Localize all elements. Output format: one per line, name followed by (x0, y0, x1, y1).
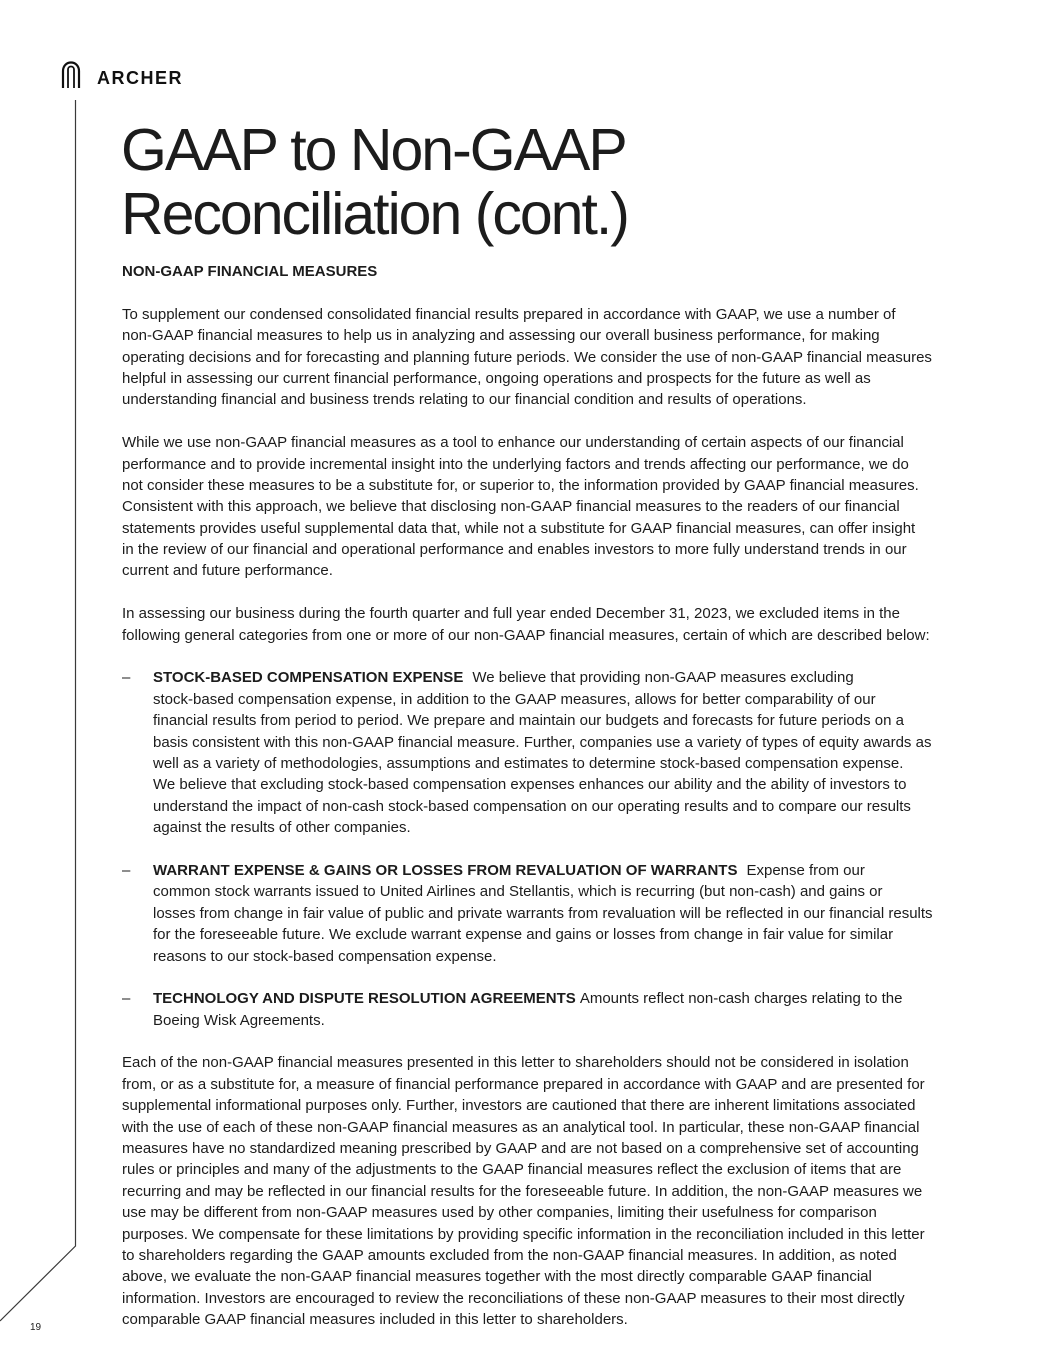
body-paragraph (122, 432, 942, 582)
text-line: not consider these measures to be a substitute for, or superior to, the information provided by GAAP financial measures. (122, 476, 919, 494)
text-line: understand the impact of non-cash stock-based compensation on our operating results and to compare our results (153, 797, 911, 815)
text-line: reasons to our stock-based compensation expense. (153, 947, 497, 965)
text-line: To supplement our condensed consolidated financial results prepared in accordance with GAAP, we use a number of (122, 305, 896, 323)
text-line: recurring and may be reflected in our financial results for the foreseeable future. In addition, the non-GAAP measures we (122, 1182, 923, 1200)
list-item-stock-based-compensation (122, 667, 942, 838)
text-line: common stock warrants issued to United Airlines and Stellantis, which is recurring (but non-cash) and gains or (153, 883, 883, 901)
text-line: Boeing Wisk Agreements. (153, 1011, 325, 1029)
text-line: following general categories from one or more of our non-GAAP financial measures, certain of which are described below: (122, 626, 930, 644)
text-line: In assessing our business during the fourth quarter and full year ended December 31, 2023, we excluded items in the (122, 605, 900, 623)
page-number: 19 (30, 1322, 42, 1333)
list-bullet: – (122, 669, 131, 687)
closing-paragraph (122, 1052, 942, 1330)
text-line: for the foreseeable future. We exclude warrant expense and gains or losses from change in fair value for similar (153, 926, 894, 944)
text-line: operating decisions and for forecasting and planning future periods. We consider the use of non-GAAP financial measures (122, 348, 932, 366)
text-line: with the use of each of these non-GAAP financial measures as an analytical tool. In particular, these non-GAAP financial (122, 1118, 920, 1136)
text-line (153, 667, 942, 688)
text-line: use may be different from non-GAAP measures used by other companies, limiting their usefulness for comparison (122, 1204, 877, 1222)
text-line: While we use non-GAAP financial measures as a tool to enhance our understanding of certain aspects of our financial (122, 434, 904, 452)
page-title-line: GAAP to Non-GAAP (121, 117, 626, 183)
text-line: basis consistent with this non-GAAP financial measure. Further, companies use a variety of types of equity awards as (153, 733, 932, 751)
text-line: information. Investors are encouraged to review the reconciliations of these non-GAAP measures to their most directly (122, 1289, 905, 1307)
text-line: against the results of other companies. (153, 819, 411, 837)
page-title-line: Reconciliation (cont.) (121, 181, 628, 247)
text-line (153, 860, 942, 881)
intro-paragraph (122, 304, 942, 411)
archer-logo-icon (61, 61, 81, 89)
text-line: understanding financial and business trends relating to our financial condition and results of operations. (122, 391, 807, 409)
text-line: We believe that excluding stock-based compensation expenses enhances our ability and the ability of investors to (153, 776, 907, 794)
text-line: Each of the non-GAAP financial measures presented in this letter to shareholders should not be considered in isolation (122, 1054, 909, 1072)
section-heading: NON-GAAP FINANCIAL MEASURES (122, 263, 378, 280)
text-line: from, or as a substitute for, a measure of financial performance prepared in accordance with GAAP and are presented for (122, 1075, 925, 1093)
text-line: to shareholders regarding the GAAP amounts excluded from the non-GAAP financial measures. In addition, as noted (122, 1246, 897, 1264)
list-item-label: TECHNOLOGY AND DISPUTE RESOLUTION AGREEMENTS (153, 990, 576, 1008)
page-title (121, 118, 628, 246)
text-line: losses from change in fair value of public and private warrants from revaluation will be reflected in our financial results (153, 904, 933, 922)
brand-wordmark: ARCHER (97, 68, 184, 88)
text-line: comparable GAAP financial measures included in this letter to shareholders. (122, 1311, 628, 1329)
text-line: financial results from period to period. We prepare and maintain our budgets and forecasts for future periods on a (153, 712, 904, 730)
document-body (122, 261, 942, 1331)
list-item-warrant-expense (122, 860, 942, 967)
text-line: well as a variety of methodologies, assumptions and estimates to determine stock-based compensation expense. (153, 754, 904, 772)
text-line: helpful in assessing our current financial performance, ongoing operations and prospects for the future as well as (122, 369, 871, 387)
text-line: current and future performance. (122, 562, 333, 580)
text-line: non-GAAP financial measures to help us in analyzing and assessing our overall business performance, for making (122, 327, 880, 345)
list-item-label: WARRANT EXPENSE & GAINS OR LOSSES FROM REVALUATION OF WARRANTS (153, 861, 738, 879)
text-line-content: Expense from our (746, 861, 865, 879)
text-line (153, 988, 942, 1009)
text-line: measures have no standardized meaning prescribed by GAAP and are not based on a comprehensive set of accounting (122, 1140, 919, 1158)
text-line-content: Amounts reflect non-cash charges relating to the (579, 990, 903, 1008)
text-line-content: We believe that providing non-GAAP measures excluding (472, 669, 854, 687)
text-line: in the review of our financial and operational performance and enables investors to more fully understand trends in our (122, 541, 907, 559)
text-line: purposes. We compensate for these limitations by providing specific information in the reconciliation included in this letter (122, 1225, 925, 1243)
text-line: above, we evaluate the non-GAAP financial measures together with the most directly comparable GAAP financial (122, 1268, 872, 1286)
text-line: stock-based compensation expense, in addition to the GAAP measures, allows for better comparability of our (153, 690, 876, 708)
text-line: rules or principles and many of the adjustments to the GAAP financial measures reflect the exclusion of items that are (122, 1161, 902, 1179)
list-bullet: – (122, 990, 131, 1008)
body-paragraph (122, 603, 942, 646)
text-line: supplemental informational purposes only. Further, investors are cautioned that there are inherent limitations associated (122, 1097, 916, 1115)
text-line: Consistent with this approach, we believe that disclosing non-GAAP financial measures to the readers of our financial (122, 498, 900, 516)
list-item-label: STOCK-BASED COMPENSATION EXPENSE (153, 669, 464, 687)
text-line: statements provides useful supplemental data that, while not a substitute for GAAP financial measures, can offer insight (122, 519, 916, 537)
list-item-technology-dispute (122, 988, 942, 1031)
text-line: performance and to provide incremental insight into the underlying factors and trends affecting our performance, we do (122, 455, 909, 473)
list-bullet: – (122, 861, 131, 879)
